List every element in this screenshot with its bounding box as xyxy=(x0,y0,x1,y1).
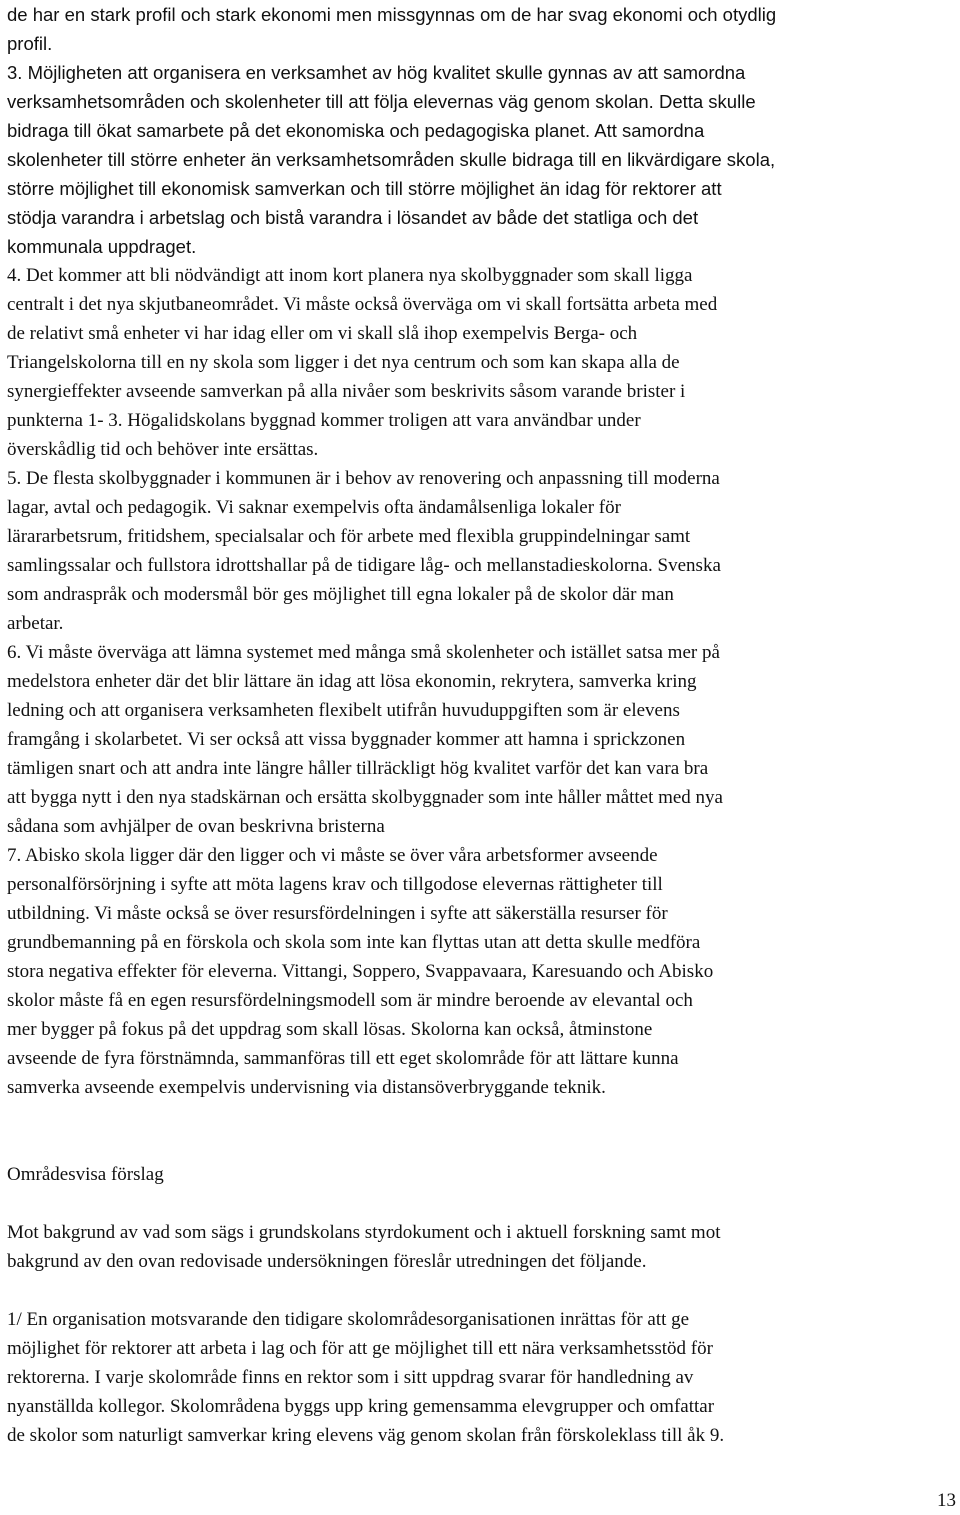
blank-line xyxy=(7,1189,957,1218)
text-line: punkterna 1- 3. Högalidskolans byggnad kommer troligen att vara användbar under xyxy=(7,410,641,431)
text-line: 5. De flesta skolbyggnader i kommunen är i behov av renovering och anpassning till moderna xyxy=(7,468,720,489)
text-line: som andraspråk och modersmål bör ges möjlighet till egna lokaler på de skolor där man xyxy=(7,584,674,605)
text-line: lagar, avtal och pedagogik. Vi saknar exempelvis ofta ändamålsenliga lokaler för xyxy=(7,497,621,518)
text-line: större möjlighet till ekonomisk samverkan och till större möjlighet än idag för rektorer att xyxy=(7,178,722,199)
text-line: 1/ En organisation motsvarande den tidigare skolområdesorganisationen inrättas för att ge xyxy=(7,1309,690,1330)
text-line: kommunala uppdraget. xyxy=(7,236,197,257)
text-line: rektorerna. I varje skolområde finns en rektor som i sitt uppdrag svarar för handledning av xyxy=(7,1367,694,1388)
blank-line xyxy=(7,1276,957,1305)
text-line: stora negativa effekter för eleverna. Vittangi, Soppero, Svappavaara, Karesuando och Abisko xyxy=(7,961,714,982)
text-line: medelstora enheter där det blir lättare än idag att lösa ekonomin, rekrytera, samverka kring xyxy=(7,671,697,692)
text-line: nyanställda kollegor. Skolområdena byggs upp kring gemensamma elevgrupper och omfattar xyxy=(7,1396,715,1417)
text-line: mer bygger på fokus på det uppdrag som skall lösas. Skolorna kan också, åtminstone xyxy=(7,1019,653,1040)
text-line: bidraga till ökat samarbete på det ekonomiska och pedagogiska planet. Att samordna xyxy=(7,120,705,141)
text-line: samlingssalar och fullstora idrottshallar på de tidigare låg- och mellanstadieskolorna. Svenska xyxy=(7,555,721,576)
text-line: utbildning. Vi måste också se över resursfördelningen i syfte att säkerställa resurser för xyxy=(7,903,668,924)
text-line: tämligen snart och att andra inte längre håller tillräckligt hög kvalitet varför det kan vara bra xyxy=(7,758,709,779)
text-line: sådana som avhjälper de ovan beskrivna bristerna xyxy=(7,816,385,837)
text-line: verksamhetsområden och skolenheter till att följa elevernas väg genom skolan. Detta skulle xyxy=(7,91,756,112)
text-line: Områdesvisa förslag xyxy=(7,1164,164,1185)
text-line: 6. Vi måste överväga att lämna systemet med många små skolenheter och istället satsa mer på xyxy=(7,642,720,663)
text-line: de har en stark profil och stark ekonomi men missgynnas om de har svag ekonomi och otydlig xyxy=(7,4,777,25)
blank-line xyxy=(7,1131,957,1160)
text-line: bakgrund av den ovan redovisade undersökningen föreslår utredningen det följande. xyxy=(7,1251,647,1272)
page-number: 13 xyxy=(937,1490,956,1511)
text-line: framgång i skolarbetet. Vi ser också att vissa byggnader kommer att hamna i sprickzonen xyxy=(7,729,686,750)
text-line: de relativt små enheter vi har idag eller om vi skall slå ihop exempelvis Berga- och xyxy=(7,323,638,344)
text-line: stödja varandra i arbetslag och bistå varandra i lösandet av både det statliga och det xyxy=(7,207,699,228)
blank-line xyxy=(7,1102,957,1131)
text-line: 4. Det kommer att bli nödvändigt att inom kort planera nya skolbyggnader som skall ligga xyxy=(7,265,693,286)
text-line: personalförsörjning i syfte att möta lagens krav och tillgodose elevernas rättigheter till xyxy=(7,874,663,895)
text-line: arbetar. xyxy=(7,613,64,634)
text-line: 7. Abisko skola ligger där den ligger och vi måste se över våra arbetsformer avseende xyxy=(7,845,658,866)
text-line: skolor måste få en egen resursfördelningsmodell som är mindre beroende av elevantal och xyxy=(7,990,693,1011)
text-line: ledning och att organisera verksamheten flexibelt utifrån huvuduppgiften som är elevens xyxy=(7,700,680,721)
text-line: att bygga nytt i den nya stadskärnan och ersätta skolbyggnader som inte håller måttet med nya xyxy=(7,787,723,808)
text-line: Mot bakgrund av vad som sägs i grundskolans styrdokument och i aktuell forskning samt mot xyxy=(7,1222,721,1243)
text-line: lärararbetsrum, fritidshem, specialsalar och för arbete med flexibla gruppindelningar samt xyxy=(7,526,691,547)
text-line: de skolor som naturligt samverkar kring elevens väg genom skolan från förskoleklass till åk 9. xyxy=(7,1425,725,1446)
text-line: profil. xyxy=(7,33,53,54)
text-line: Triangelskolorna till en ny skola som ligger i det nya centrum och som kan skapa alla de xyxy=(7,352,680,373)
document-body xyxy=(7,0,957,1450)
text-line: överskådlig tid och behöver inte ersättas. xyxy=(7,439,319,460)
text-line: skolenheter till större enheter än verksamhetsområden skulle bidraga till en likvärdigare skola, xyxy=(7,149,776,170)
text-line: avseende de fyra förstnämnda, sammanföras till ett eget skolområde för att lättare kunna xyxy=(7,1048,679,1069)
text-line: samverka avseende exempelvis undervisning via distansöverbryggande teknik. xyxy=(7,1077,606,1098)
text-line: möjlighet för rektorer att arbeta i lag och för att ge möjlighet till ett nära verksamhetsstöd för xyxy=(7,1338,713,1359)
text-line: grundbemanning på en förskola och skola som inte kan flyttas utan att detta skulle medföra xyxy=(7,932,701,953)
text-line: centralt i det nya skjutbaneområdet. Vi måste också överväga om vi skall fortsätta arbeta med xyxy=(7,294,718,315)
text-line: synergieffekter avseende samverkan på alla nivåer som beskrivits såsom varande brister i xyxy=(7,381,686,402)
text-line: 3. Möjligheten att organisera en verksamhet av hög kvalitet skulle gynnas av att samordna xyxy=(7,62,746,83)
